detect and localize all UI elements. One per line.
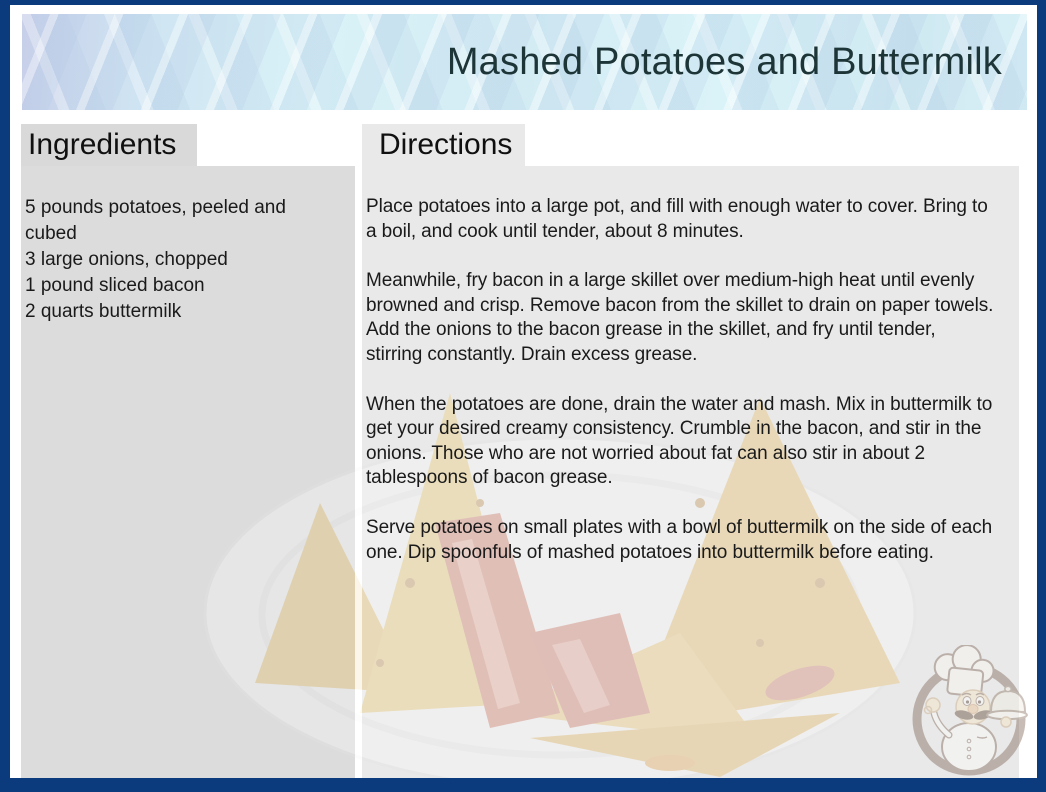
ingredient-item: 3 large onions, chopped <box>25 249 228 270</box>
directions-body <box>362 166 1019 590</box>
ingredients-heading-label: Ingredients <box>28 128 177 161</box>
direction-step: Meanwhile, fry bacon in a large skillet over medium-high heat until evenly browned and crisp. Remove bacon from the skillet to drain on paper towels. Add the onions to the bacon grease in the skillet, and fry until tender, stirring constantly. Drain excess grease. <box>366 270 994 365</box>
ingredient-item: 1 pound sliced bacon <box>25 275 205 296</box>
chef-logo-icon <box>903 645 1029 778</box>
direction-step: Serve potatoes on small plates with a bowl of buttermilk on the side of each one. Dip spoonfuls of mashed potatoes into buttermilk before eating. <box>366 516 993 563</box>
ingredient-item: 5 pounds potatoes, peeled and cubed <box>25 197 286 244</box>
direction-step: When the potatoes are done, drain the water and mash. Mix in buttermilk to get your desired creamy consistency. Crumble in the bacon, and stir in the onions. Those who are not worried about fat can also stir in about 2 tablespoons of bacon grease. <box>366 393 993 489</box>
ingredients-list <box>21 166 355 325</box>
ingredient-item: 2 quarts buttermilk <box>25 301 182 322</box>
ingredients-heading <box>21 124 197 166</box>
page-title: Mashed Potatoes and Buttermilk <box>446 40 1002 83</box>
column-divider <box>355 166 362 778</box>
direction-step: Place potatoes into a large pot, and fill with enough water to cover. Bring to a boil, and cook until tender, about 8 minutes. <box>366 196 988 242</box>
directions-heading <box>362 124 525 166</box>
header-banner <box>22 14 1027 110</box>
directions-heading-label: Directions <box>379 128 513 161</box>
